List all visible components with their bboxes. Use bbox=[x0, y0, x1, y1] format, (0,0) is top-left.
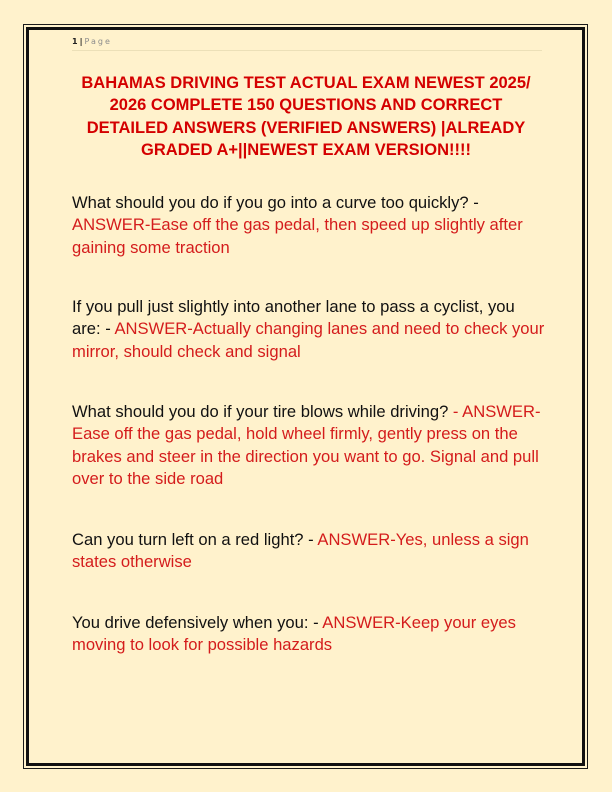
answer-text: ANSWER-Ease off the gas pedal, then speed up slightly after gaining some traction bbox=[72, 215, 523, 257]
qa-item bbox=[72, 529, 547, 574]
qa-item bbox=[72, 401, 547, 491]
document-title: BAHAMAS DRIVING TEST ACTUAL EXAM NEWEST 2025/ 2026 COMPLETE 150 QUESTIONS AND CORRECT DETAILED ANSWERS (VERIFIED ANSWERS) |ALREADY GRADED A+||NEWEST EXAM VERSION!!!! bbox=[81, 74, 531, 159]
page-label: Page bbox=[84, 37, 112, 46]
answer-text: ANSWER-Yes, unless a sign states otherwise bbox=[72, 530, 529, 572]
answer-text: - ANSWER-Ease off the gas pedal, hold wheel firmly, gently press on the brakes and steer in the direction you want to go. Signal and pull over to the side road bbox=[72, 402, 541, 489]
answer-text: ANSWER-Actually changing lanes and need to check your mirror, should check and signal bbox=[72, 319, 545, 361]
page-separator: | bbox=[79, 37, 83, 46]
page-header bbox=[72, 36, 542, 51]
question-text: What should you do if your tire blows while driving? bbox=[72, 402, 453, 421]
qa-item bbox=[72, 296, 547, 363]
page-number: 1 bbox=[72, 37, 78, 46]
answer-text: ANSWER-Keep your eyes moving to look for possible hazards bbox=[72, 613, 516, 655]
question-text: You drive defensively when you: - bbox=[72, 613, 323, 632]
qa-item bbox=[72, 192, 547, 259]
qa-item bbox=[72, 612, 547, 657]
question-text: Can you turn left on a red light? - bbox=[72, 530, 318, 549]
question-text: If you pull just slightly into another lane to pass a cyclist, you are: - bbox=[72, 297, 515, 339]
question-text: What should you do if you go into a curve too quickly? - bbox=[72, 193, 479, 212]
